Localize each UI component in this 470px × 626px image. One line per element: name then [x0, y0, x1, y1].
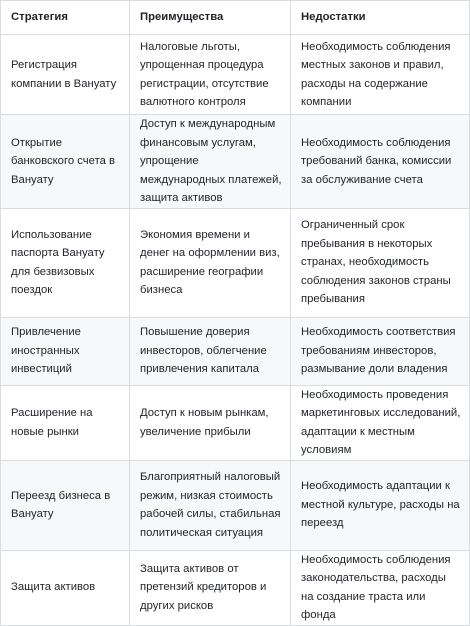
cell-strategy: Привлечение иностранных инвестиций	[1, 317, 130, 385]
table-row	[1, 115, 470, 209]
cell-strategy: Использование паспорта Вануату для безвизовых поездок	[1, 208, 130, 317]
cell-advantages: Благоприятный налоговый режим, низкая стоимость рабочей силы, стабильная политическая ситуация	[130, 460, 291, 550]
cell-advantages: Защита активов от претензий кредиторов и других рисков	[130, 550, 291, 625]
cell-disadvantages: Необходимость соблюдения законодательства, расходы на создание траста или фонда	[291, 550, 470, 625]
cell-disadvantages: Необходимость соблюдения местных законов и правил, расходы на содержание компании	[291, 35, 470, 115]
cell-disadvantages: Необходимость проведения маркетинговых исследований, адаптации к местным условиям	[291, 385, 470, 460]
header-disadvantages: Недостатки	[291, 1, 470, 35]
cell-disadvantages: Необходимость адаптации к местной культуре, расходы на переезд	[291, 460, 470, 550]
table-row	[1, 385, 470, 460]
cell-disadvantages: Необходимость соответствия требованиям инвесторов, размывание доли владения	[291, 317, 470, 385]
table-header-row	[1, 1, 470, 35]
cell-strategy: Защита активов	[1, 550, 130, 625]
cell-strategy: Переезд бизнеса в Вануату	[1, 460, 130, 550]
table-row	[1, 317, 470, 385]
cell-strategy: Регистрация компании в Вануату	[1, 35, 130, 115]
cell-strategy: Расширение на новые рынки	[1, 385, 130, 460]
cell-disadvantages: Ограниченный срок пребывания в некоторых странах, необходимость соблюдения законов страны пребывания	[291, 208, 470, 317]
table-row	[1, 460, 470, 550]
table-row	[1, 550, 470, 625]
header-advantages: Преимущества	[130, 1, 291, 35]
cell-disadvantages: Необходимость соблюдения требований банка, комиссии за обслуживание счета	[291, 115, 470, 209]
cell-advantages: Доступ к новым рынкам, увеличение прибыли	[130, 385, 291, 460]
cell-advantages: Налоговые льготы, упрощенная процедура регистрации, отсутствие валютного контроля	[130, 35, 291, 115]
table-row	[1, 35, 470, 115]
cell-advantages: Доступ к международным финансовым услугам, упрощение международных платежей, защита активов	[130, 115, 291, 209]
cell-strategy: Открытие банковского счета в Вануату	[1, 115, 130, 209]
cell-advantages: Экономия времени и денег на оформлении виз, расширение географии бизнеса	[130, 208, 291, 317]
table-row	[1, 208, 470, 317]
header-strategy: Стратегия	[1, 1, 130, 35]
cell-advantages: Повышение доверия инвесторов, облегчение привлечения капитала	[130, 317, 291, 385]
